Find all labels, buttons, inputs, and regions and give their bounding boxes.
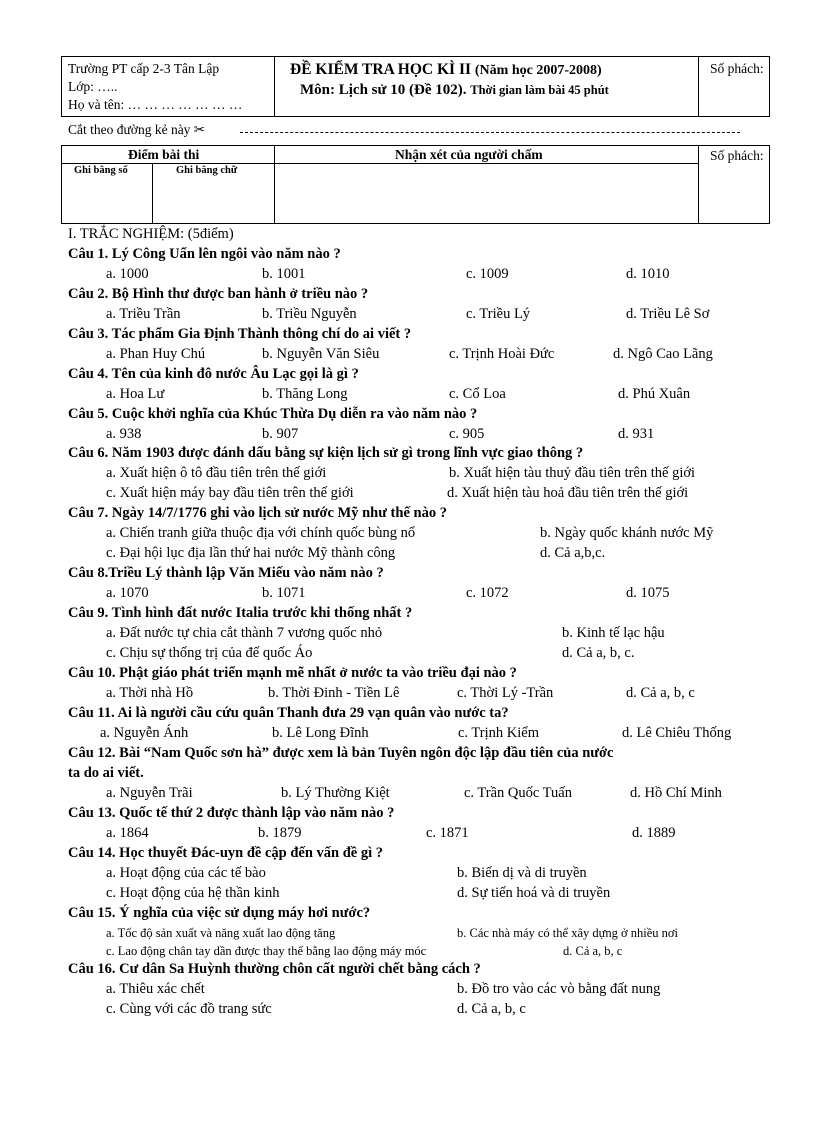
option-7c: c. Đại hội lục địa lần thứ hai nước Mỹ thành công [106, 545, 396, 561]
option-16a: a. Thiêu xác chết [106, 981, 205, 997]
cut-line-label: Cắt theo đường kẻ này ✂ [68, 122, 206, 137]
option-4d: d. Phú Xuân [618, 386, 691, 402]
option-5d: d. 931 [618, 426, 655, 442]
question-12: Câu 12. Bài “Nam Quốc sơn hà” được xem là bản Tuyên ngôn độc lập đầu tiên của nước [68, 745, 614, 761]
question-2: Câu 2. Bộ Hình thư được ban hành ở triều nào ? [68, 286, 369, 302]
option-3d: d. Ngô Cao Lãng [613, 346, 713, 362]
score-header: Điểm bài thi [128, 147, 200, 162]
so-phach-label: Số phách: [710, 61, 764, 76]
option-15c: c. Lao động chân tay dần được thay thế bằng lao động máy móc [106, 944, 427, 958]
option-8c: c. 1072 [466, 585, 509, 601]
option-1c: c. 1009 [466, 266, 509, 282]
exam-time: Thời gian làm bài 45 phút [470, 83, 609, 97]
cut-dashed-line [240, 132, 740, 133]
section-title: I. TRẮC NGHIỆM: (5điểm) [68, 226, 234, 242]
option-10c: c. Thời Lý -Trần [457, 685, 554, 701]
question-15: Câu 15. Ý nghĩa của việc sử dụng máy hơi nước? [68, 905, 371, 921]
option-2a: a. Triều Trần [106, 306, 181, 322]
exam-subject [300, 82, 609, 99]
question-14: Câu 14. Học thuyết Đác-uyn đề cập đến vấn đề gì ? [68, 845, 383, 861]
option-6a: a. Xuất hiện ô tô đầu tiên trên thế giới [106, 465, 327, 481]
subject-text: Môn: Lịch sử 10 (Đề 102). [300, 82, 467, 98]
option-7d: d. Cả a,b,c. [540, 545, 606, 561]
score-so-phach-label: Số phách: [710, 148, 764, 163]
option-14a: a. Hoạt động của các tế bào [106, 865, 266, 881]
option-5a: a. 938 [106, 426, 142, 442]
option-11d: d. Lê Chiêu Thống [622, 725, 732, 741]
question-6: Câu 6. Năm 1903 được đánh dấu bằng sự kiện lịch sử gì trong lĩnh vực giao thông ? [68, 445, 584, 461]
header-table [61, 56, 770, 117]
option-15b: b. Các nhà máy có thể xây dựng ở nhiều nơi [457, 926, 678, 940]
option-2c: c. Triều Lý [466, 306, 531, 322]
option-9a: a. Đất nước tự chia cắt thành 7 vương quốc nhỏ [106, 625, 383, 641]
question-4: Câu 4. Tên của kinh đô nước Âu Lạc gọi là gì ? [68, 366, 359, 382]
option-3c: c. Trịnh Hoài Đức [449, 346, 555, 362]
school-name: Trường PT cấp 2-3 Tân Lập [68, 61, 220, 76]
exam-title-text: ĐỀ KIỂM TRA HỌC KÌ II [290, 61, 472, 78]
option-7b: b. Ngày quốc khánh nước Mỹ [540, 525, 714, 541]
option-4b: b. Thăng Long [262, 386, 348, 402]
score-table-divider [62, 163, 698, 164]
option-8a: a. 1070 [106, 585, 149, 601]
option-16d: d. Cả a, b, c [457, 1001, 526, 1017]
question-13: Câu 13. Quốc tế thứ 2 được thành lập vào năm nào ? [68, 805, 395, 821]
option-4c: c. Cổ Loa [449, 386, 506, 402]
score-by-words-label: Ghi bằng chữ [176, 165, 238, 176]
option-1d: d. 1010 [626, 266, 670, 282]
option-12a: a. Nguyễn Trãi [106, 785, 193, 801]
option-6c: c. Xuất hiện máy bay đầu tiên trên thế giới [106, 485, 354, 501]
question-5: Câu 5. Cuộc khởi nghĩa của Khúc Thừa Dụ diễn ra vào năm nào ? [68, 406, 478, 422]
option-13c: c. 1871 [426, 825, 469, 841]
option-10a: a. Thời nhà Hồ [106, 685, 194, 701]
option-4a: a. Hoa Lư [106, 386, 165, 402]
option-14c: c. Hoạt động của hệ thần kinh [106, 885, 280, 901]
question-9: Câu 9. Tình hình đất nước Italia trước khi thống nhất ? [68, 605, 413, 621]
question-7: Câu 7. Ngày 14/7/1776 ghi vào lịch sử nước Mỹ như thế nào ? [68, 505, 447, 521]
option-6d: d. Xuất hiện tàu hoả đầu tiên trên thế giới [447, 485, 689, 501]
option-16b: b. Đồ tro vào các vò bằng đất nung [457, 981, 661, 997]
score-by-number-label: Ghi bằng số [74, 165, 128, 176]
question-8: Câu 8.Triều Lý thành lập Văn Miếu vào năm nào ? [68, 565, 384, 581]
score-split-divider [152, 163, 153, 224]
option-11c: c. Trịnh Kiểm [458, 725, 539, 741]
option-11b: b. Lê Long Đĩnh [272, 725, 369, 741]
class-line: Lớp: ….. [68, 79, 118, 94]
option-8b: b. 1071 [262, 585, 306, 601]
option-1a: a. 1000 [106, 266, 149, 282]
option-16c: c. Cùng với các đồ trang sức [106, 1001, 272, 1017]
option-5c: c. 905 [449, 426, 485, 442]
question-1: Câu 1. Lý Công Uẩn lên ngôi vào năm nào ? [68, 246, 341, 262]
option-12d: d. Hồ Chí Minh [630, 785, 722, 801]
option-15a: a. Tốc độ sản xuất và năng xuất lao động tăng [106, 926, 336, 940]
school-year: (Năm học 2007-2008) [474, 63, 602, 78]
option-10d: d. Cả a, b, c [626, 685, 695, 701]
option-2d: d. Triều Lê Sơ [626, 306, 710, 322]
option-14b: b. Biến dị và di truyền [457, 865, 587, 881]
option-6b: b. Xuất hiện tàu thuỷ đầu tiên trên thế giới [449, 465, 696, 481]
question-10: Câu 10. Phật giáo phát triển mạnh mẽ nhất ở nước ta vào triều đại nào ? [68, 665, 517, 681]
option-2b: b. Triều Nguyễn [262, 306, 357, 322]
option-5b: b. 907 [262, 426, 299, 442]
question-16: Câu 16. Cư dân Sa Huỳnh thường chôn cất người chết bằng cách ? [68, 961, 481, 977]
option-9b: b. Kinh tế lạc hậu [562, 625, 665, 641]
option-10b: b. Thời Đinh - Tiền Lê [268, 685, 400, 701]
score-table [61, 145, 770, 224]
option-7a: a. Chiến tranh giữa thuộc địa với chính quốc bùng nổ [106, 525, 416, 541]
option-3b: b. Nguyễn Văn Siêu [262, 346, 380, 362]
student-name-line: Họ và tên: … … … … … … … [68, 97, 243, 112]
option-9c: c. Chịu sự thống trị của đế quốc Áo [106, 645, 313, 661]
option-13b: b. 1879 [258, 825, 302, 841]
exam-title [290, 61, 602, 79]
option-14d: d. Sự tiến hoá và di truyền [457, 885, 611, 901]
option-13a: a. 1864 [106, 825, 149, 841]
option-12b: b. Lý Thường Kiệt [281, 785, 390, 801]
option-3a: a. Phan Huy Chú [106, 346, 206, 362]
question-12-continued: ta do ai viết. [68, 765, 144, 781]
option-11a: a. Nguyễn Ánh [100, 725, 189, 741]
comments-header: Nhận xét của người chấm [395, 147, 543, 162]
option-1b: b. 1001 [262, 266, 306, 282]
option-8d: d. 1075 [626, 585, 670, 601]
option-15d: d. Cả a, b, c [563, 944, 623, 958]
question-11: Câu 11. Ai là người cầu cứu quân Thanh đưa 29 vạn quân vào nước ta? [68, 705, 509, 721]
option-9d: d. Cả a, b, c. [562, 645, 635, 661]
option-12c: c. Trần Quốc Tuấn [464, 785, 572, 801]
question-3: Câu 3. Tác phẩm Gia Định Thành thông chí do ai viết ? [68, 326, 412, 342]
option-13d: d. 1889 [632, 825, 676, 841]
